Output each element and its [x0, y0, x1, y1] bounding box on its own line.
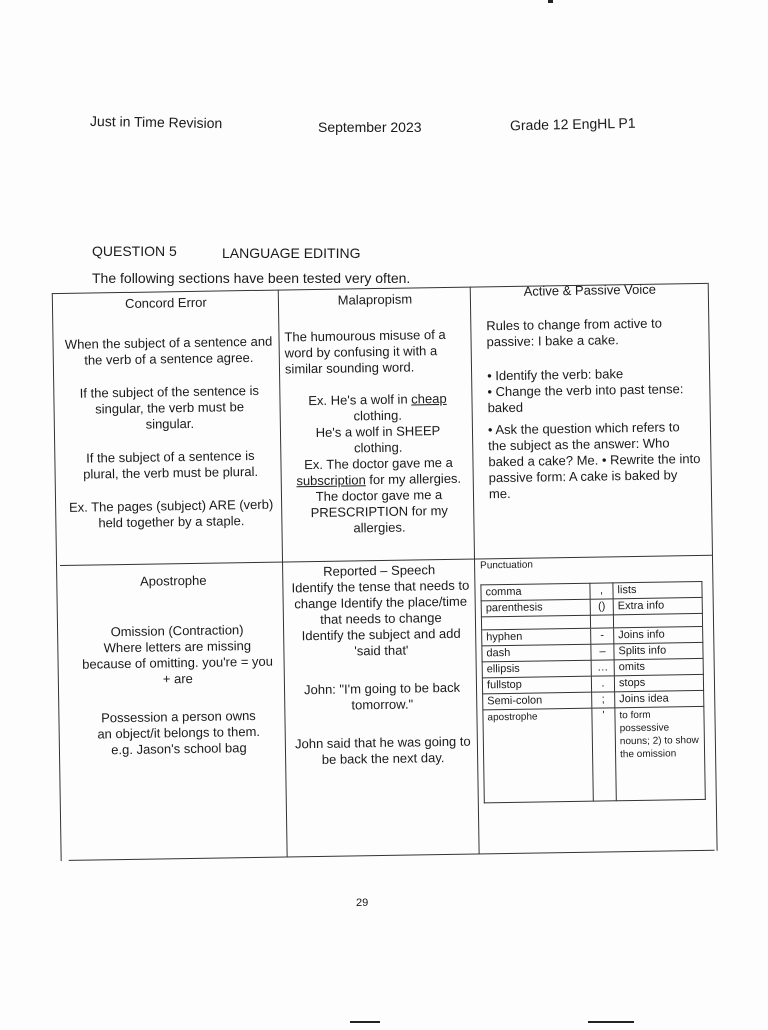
header-left: Just in Time Revision — [89, 112, 223, 132]
ex1-suffix: clothing. — [353, 407, 403, 424]
reported-rule-2: Identify the subject and add 'said that' — [301, 625, 461, 659]
malapropism-correction-2: The doctor gave me a PRESCRIPTION for my allergies. — [310, 487, 448, 536]
apostrophe-omission-text: Where letters are missing because of omitting. you're = you + are — [82, 638, 274, 687]
voice-step-2: • Change the verb into past tense: baked — [487, 381, 684, 416]
malapropism-definition: The humourous misuse of a word by confusing it with a similar sounding word. — [284, 326, 446, 377]
page-number: 29 — [356, 897, 369, 909]
header-center: September 2023 — [318, 119, 422, 135]
punctuation-heading: Punctuation — [480, 559, 534, 572]
punctuation-row — [483, 706, 705, 802]
malapropism-heading: Malapropism — [337, 291, 413, 308]
punctuation-symbol: . — [591, 676, 614, 692]
ex2-suffix: for my allergies. — [365, 470, 462, 488]
malapropism-example-2 — [286, 455, 470, 490]
punctuation-name: apostrophe — [483, 708, 593, 803]
reported-heading: Reported – Speech — [323, 562, 436, 579]
punctuation-table — [480, 581, 705, 803]
concord-example: Ex. The pages (subject) ARE (verb) held together by a staple. — [68, 496, 274, 531]
scan-artifact-bottom-2 — [588, 1021, 634, 1023]
punctuation-use: Joins idea — [615, 690, 704, 707]
punctuation-symbol: … — [591, 660, 614, 676]
apostrophe-heading: Apostrophe — [139, 572, 207, 589]
punctuation-symbol: – — [591, 644, 614, 660]
ex2-prefix: Ex. The doctor gave me a — [304, 454, 453, 473]
apostrophe-omission-title: Omission (Contraction) — [110, 622, 244, 640]
punctuation-use: Splits info — [614, 642, 703, 659]
question-intro: The following sections have been tested very often. — [92, 270, 411, 286]
punctuation-symbol: () — [590, 599, 613, 615]
voice-step-1: • Identify the verb: bake — [487, 366, 624, 384]
voice-cell — [486, 315, 701, 502]
punctuation-use: omits — [614, 658, 703, 675]
concord-definition: When the subject of a sentence and the verb of a sentence agree. — [64, 333, 273, 368]
punctuation-name: comma — [481, 583, 590, 601]
punctuation-use: Extra info — [613, 597, 702, 614]
punctuation-name: ellipsis — [482, 660, 591, 678]
punctuation-name: dash — [482, 644, 591, 662]
punctuation-name: hyphen — [482, 628, 591, 646]
header-right: Grade 12 EngHL P1 — [509, 114, 636, 134]
reported-rule-1: Identify the tense that needs to change Identify the place/time that needs to change — [291, 577, 470, 627]
punctuation-name: Semi-colon — [483, 692, 592, 710]
punctuation-use: Joins info — [614, 626, 703, 643]
reported-cell — [290, 578, 473, 769]
punctuation-use: to form possessive nouns; 2) to show the omission — [615, 706, 705, 800]
voice-heading: Active & Passive Voice — [523, 281, 657, 299]
malapropism-correction-1: He's a wolf in SHEEP clothing. — [315, 423, 441, 456]
punctuation-use: lists — [613, 581, 702, 598]
apostrophe-cell — [79, 622, 277, 759]
punctuation-name: fullstop — [482, 676, 591, 694]
scan-artifact-bottom-1 — [350, 1021, 380, 1023]
question-topic: LANGUAGE EDITING — [222, 245, 361, 261]
malapropism-example-1 — [285, 391, 469, 426]
punctuation-name: parenthesis — [481, 599, 590, 617]
punctuation-gap-cell — [590, 615, 613, 628]
punctuation-symbol: ' — [592, 708, 616, 801]
concord-rule-plural: If the subject of a sentence is plural, the verb must be plural. — [83, 447, 259, 482]
apostrophe-possession-text: Possession a person owns an object/it belongs to them. — [97, 707, 261, 742]
apostrophe-example: e.g. Jason's school bag — [111, 740, 247, 758]
punctuation-symbol: ; — [592, 692, 615, 708]
punctuation-symbol: , — [590, 583, 613, 599]
question-number: QUESTION 5 — [92, 243, 177, 259]
reported-indirect-speech: John said that he was going to be back the next day. — [294, 733, 471, 767]
table-bottom-border — [69, 850, 715, 861]
punctuation-use: stops — [614, 674, 703, 691]
ex2-wrong-word: subscription — [296, 472, 366, 489]
concord-cell — [58, 334, 281, 532]
malapropism-cell — [284, 327, 471, 538]
ex1-prefix: Ex. He's a wolf in — [308, 391, 412, 409]
punctuation-symbol: - — [591, 628, 614, 644]
concord-heading: Concord Error — [124, 294, 207, 311]
voice-rules: Rules to change from active to passive: I bake a cake. — [486, 315, 663, 350]
concord-rule-singular: If the subject of the sentence is singular, the verb must be singular. — [79, 382, 260, 432]
reported-direct-speech: John: "I'm going to be back tomorrow." — [303, 679, 461, 713]
voice-step-3: • Ask the question which refers to the subject as the answer: Who baked a cake? Me. • Rewrite the into passive form: A cake is baked by me. — [487, 419, 701, 502]
ex1-wrong-word: cheap — [411, 390, 447, 407]
table-right-border — [708, 283, 718, 851]
